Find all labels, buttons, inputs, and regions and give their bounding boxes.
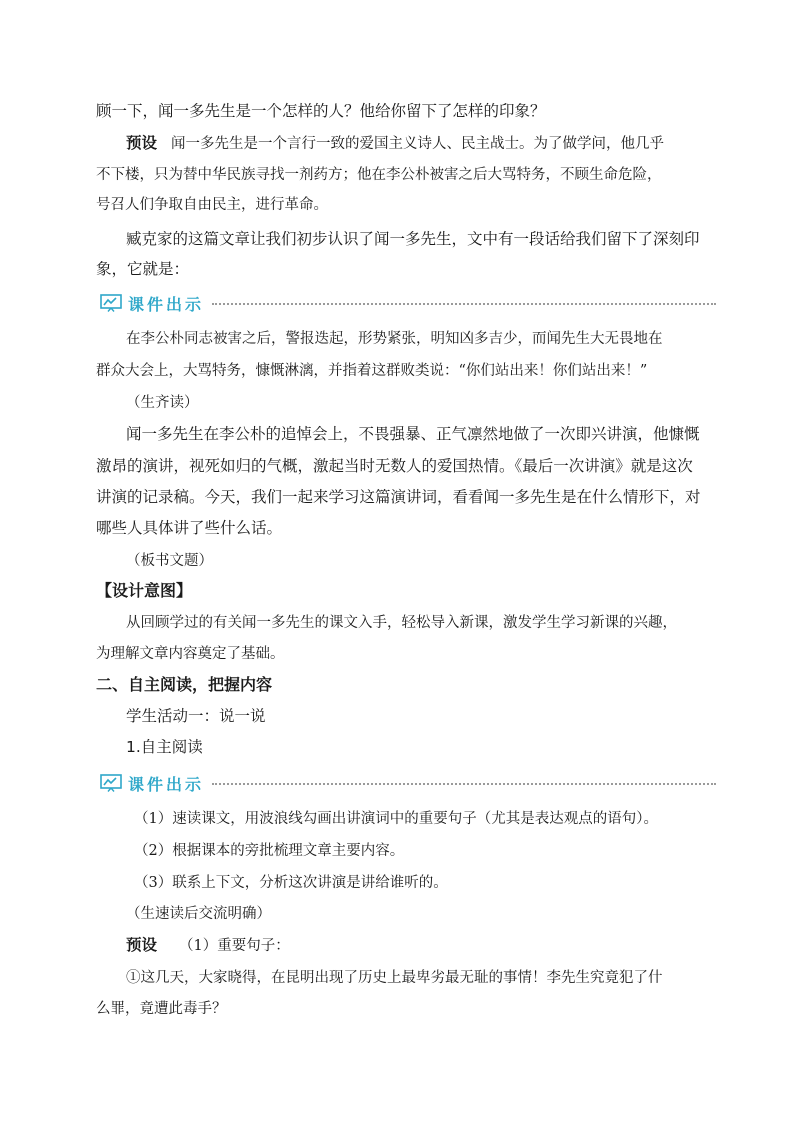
section-heading: 二、自主阅读，把握内容 <box>96 675 273 694</box>
kejian-header <box>100 772 716 794</box>
design-line: 为理解文章内容奠定了基础。 <box>96 646 285 662</box>
yushe-paragraph <box>126 132 664 155</box>
design-heading: 【设计意图】 <box>96 581 193 600</box>
paragraph-line: 闻一多先生在李公朴的追悼会上，不畏强暴、正气凛然地做了一次即兴讲演，他慷慨 <box>126 425 700 443</box>
yushe-line: 不下楼，只为替中华民族寻找一剂药方；他在李公朴被害之后大骂特务，不顾生命危险， <box>96 167 662 183</box>
dotted-divider <box>212 783 716 785</box>
quote-line: ①这几天，大家晓得，在昆明出现了历史上最卑劣最无耻的事情！李先生究竟犯了什 <box>126 970 663 986</box>
yushe-line: 号召人们争取自由民主，进行革命。 <box>96 197 328 213</box>
paragraph-line: 激昂的演讲，视死如归的气概，激起当时无数人的爱国热情。《最后一次讲演》就是这次 <box>96 457 693 475</box>
paragraph-line: 臧克家的这篇文章让我们初步认识了闻一多先生，文中有一段话给我们留下了深刻印 <box>126 230 700 248</box>
presentation-board-icon <box>100 294 122 312</box>
kejian-quote-line: 在李公朴同志被害之后，警报迭起，形势紧张，明知凶多吉少，而闻先生大无畏地在 <box>126 331 663 347</box>
yushe-text: 闻一多先生是一个言行一致的爱国主义诗人、民主战士。为了做学问，他几乎 <box>171 136 665 152</box>
kejian-label: 课件出示 <box>128 294 205 314</box>
presentation-board-icon <box>100 774 122 792</box>
discussion-note: （生速读后交流明确） <box>126 906 271 922</box>
answer-item: （1）重要句子： <box>179 938 290 954</box>
paragraph-line: 象，它就是： <box>96 260 190 278</box>
yushe-label: 预设 <box>126 134 158 152</box>
reading-note: （生齐读） <box>126 395 199 411</box>
quote-line: 么罪，竟遭此毒手？ <box>96 1001 227 1017</box>
kejian-header <box>100 292 716 314</box>
activity-title: 学生活动一：说一说 <box>126 707 266 725</box>
board-note: （板书文题） <box>126 553 213 569</box>
step-title: 1.自主阅读 <box>126 738 203 756</box>
task-item: （1）速读课文，用波浪线勾画出讲演词中的重要句子（尤其是表达观点的语句）。 <box>134 811 658 827</box>
design-line: 从回顾学过的有关闻一多先生的课文入手，轻松导入新课，激发学生学习新课的兴趣， <box>126 615 677 631</box>
kejian-label: 课件出示 <box>128 774 205 794</box>
paragraph-line: 哪些人具体讲了些什么话。 <box>96 519 283 537</box>
dotted-divider <box>212 303 716 305</box>
answer-header <box>126 934 290 957</box>
intro-line: 顾一下，闻一多先生是一个怎样的人？他给你留下了怎样的印象？ <box>96 102 546 120</box>
yushe-label: 预设 <box>126 936 158 954</box>
paragraph-line: 讲演的记录稿。今天，我们一起来学习这篇演讲词，看看闻一多先生是在什么情形下，对 <box>96 488 701 506</box>
task-item: （3）联系上下文，分析这次讲演是讲给谁听的。 <box>134 875 448 891</box>
task-item: （2）根据课本的旁批梳理文章主要内容。 <box>134 843 405 859</box>
kejian-quote-line: 群众大会上，大骂特务，慷慨淋漓，并指着这群败类说：“你们站出来！你们站出来！” <box>96 363 648 379</box>
